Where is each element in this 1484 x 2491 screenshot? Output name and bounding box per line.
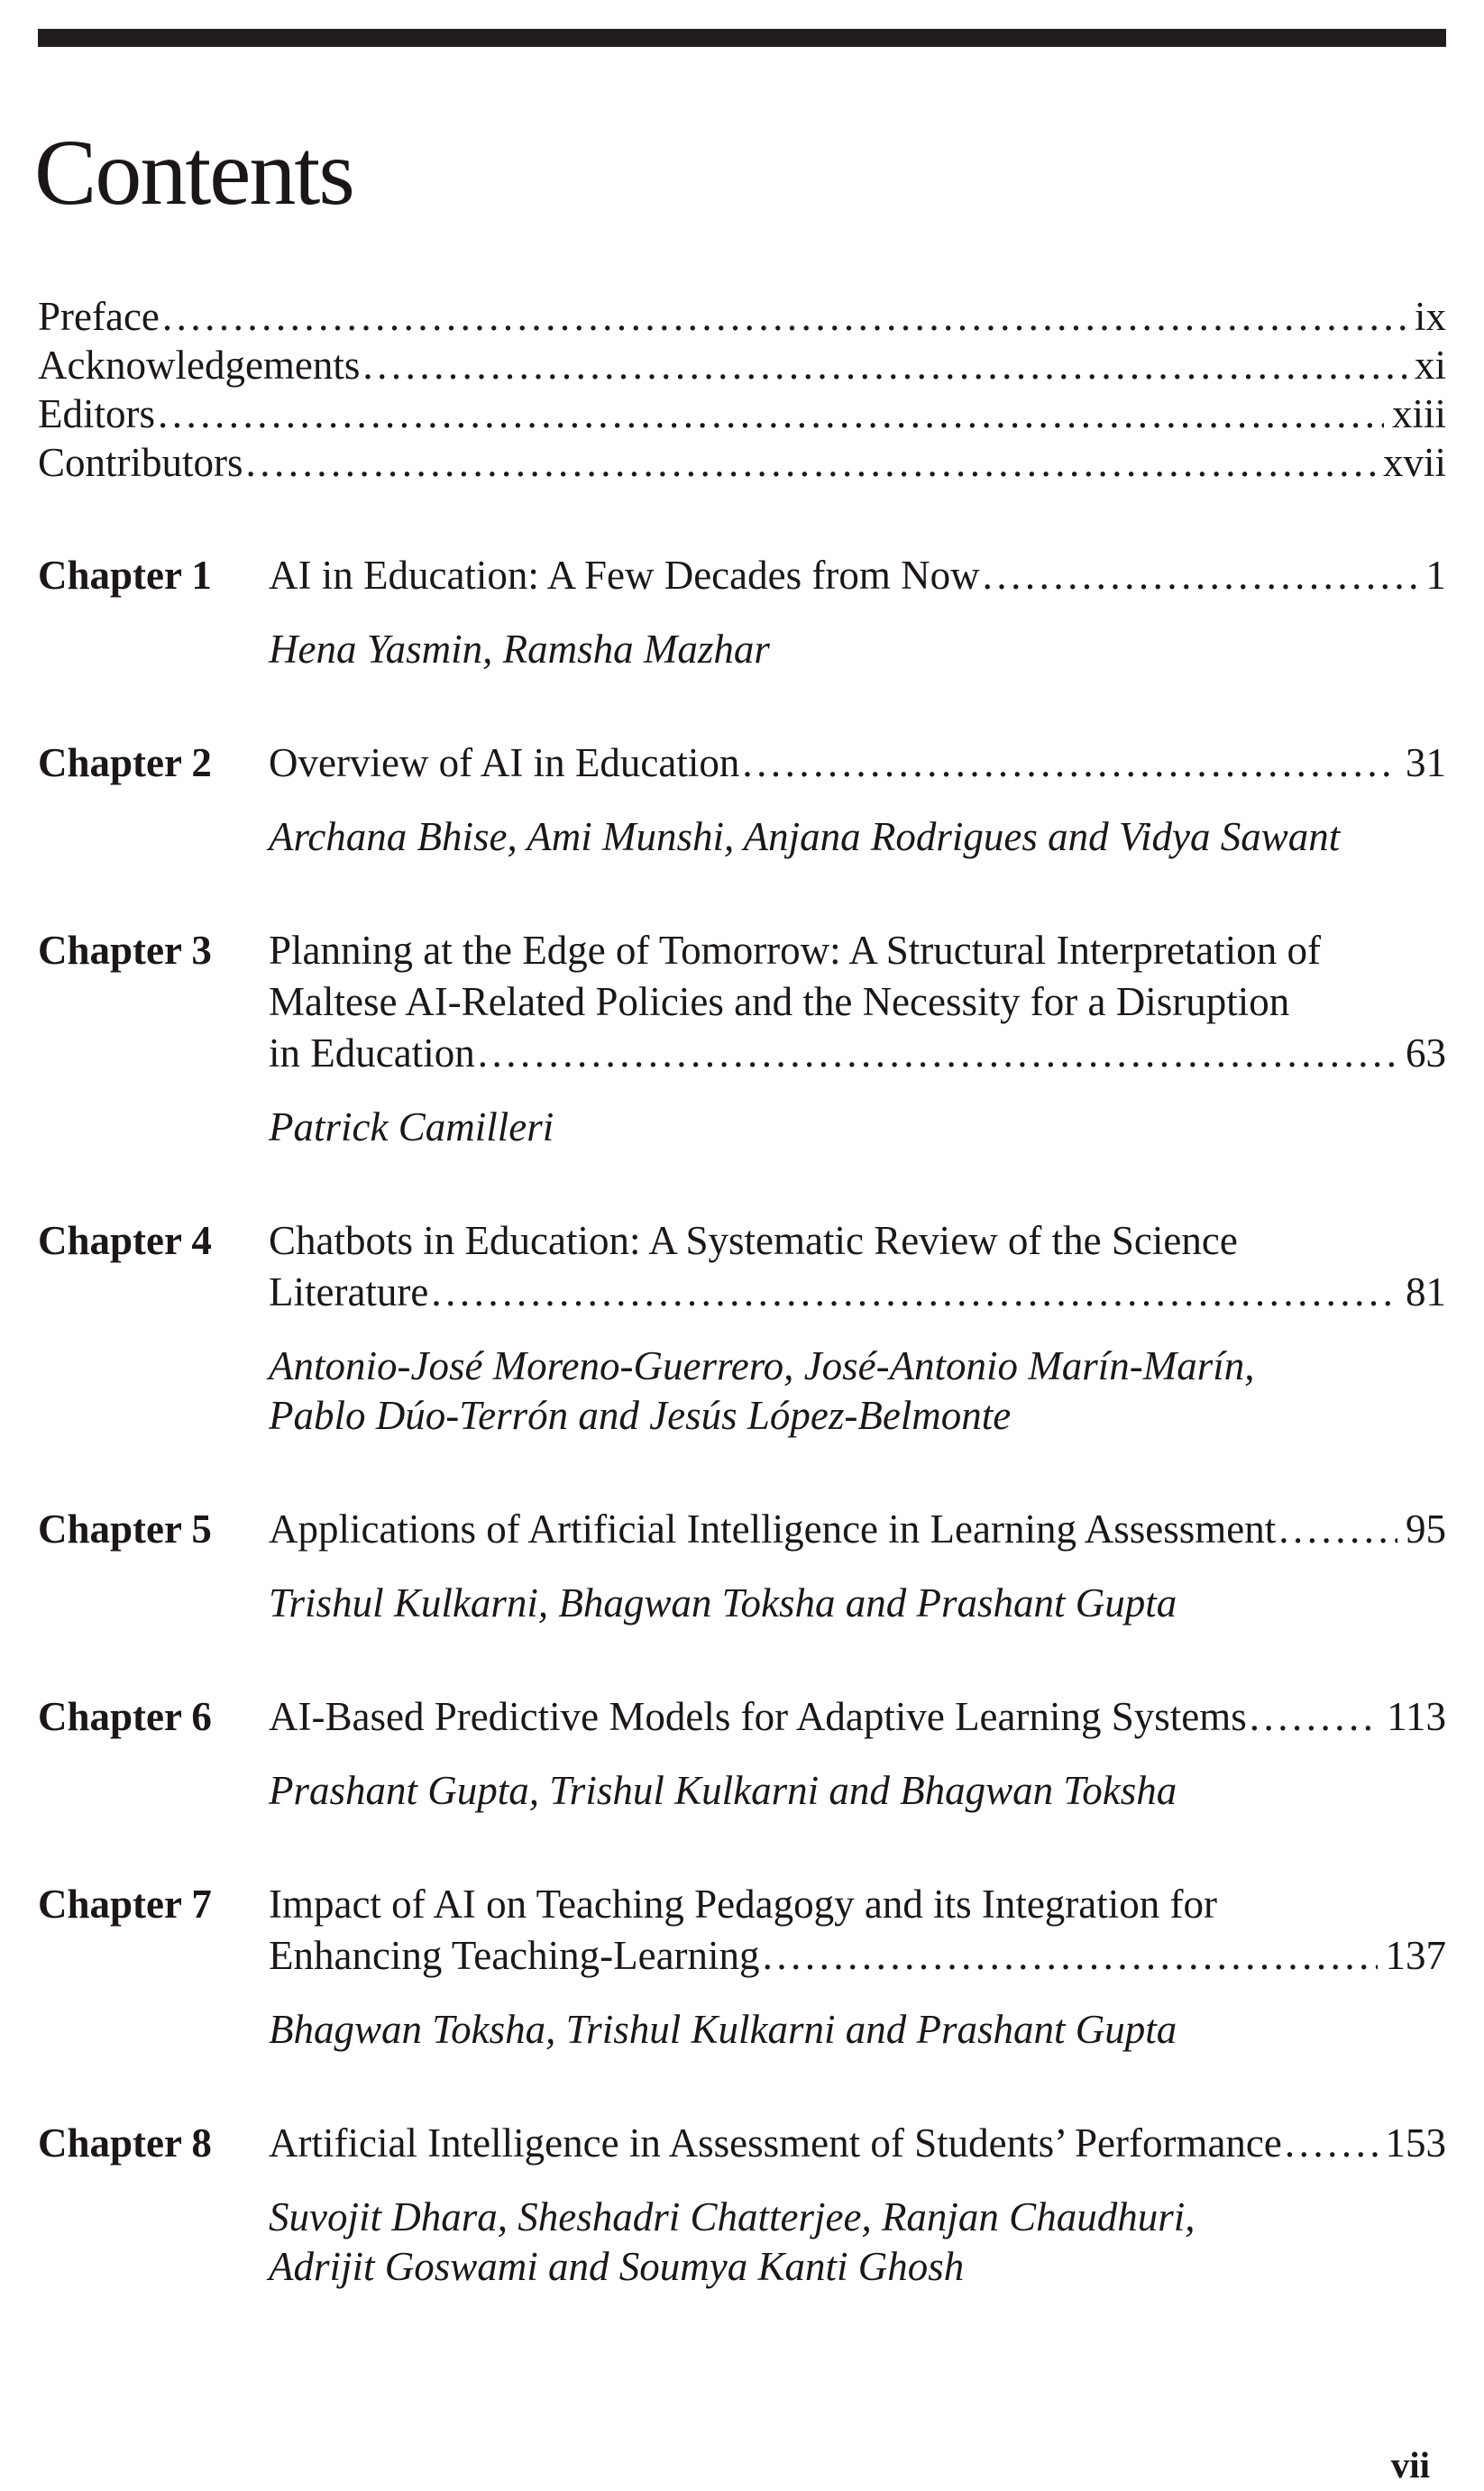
chapter-title-line — [269, 1930, 1446, 1982]
chapter-title-line — [269, 2118, 1446, 2169]
front-matter-entry-preface — [38, 292, 1446, 341]
dot-leader — [763, 1930, 1378, 1982]
chapter-title-line — [269, 1267, 1446, 1318]
entry-page-number: xvii — [1382, 440, 1446, 485]
chapter-title-line: Chatbots in Education: A Systematic Review of the Science — [269, 1218, 1238, 1263]
dot-leader — [162, 292, 1406, 341]
front-matter-entry-editors — [38, 389, 1446, 438]
author-line: Bhagwan Toksha, Trishul Kulkarni and Prashant Gupta — [269, 2007, 1177, 2052]
chapter-body — [269, 1504, 1446, 1628]
front-matter-entry-acknowledgements — [38, 341, 1446, 389]
front-matter-list — [38, 292, 1446, 487]
dot-leader — [983, 550, 1418, 601]
chapter-title-line: Maltese AI-Related Policies and the Necessity for a Disruption — [269, 979, 1290, 1024]
page-title: Contents — [34, 121, 353, 224]
chapter-title: in Education — [269, 1030, 475, 1076]
page-folio: vii — [1390, 2444, 1430, 2486]
chapter-authors — [269, 1579, 1446, 1628]
author-line: Adrijit Goswami and Soumya Kanti Ghosh — [269, 2244, 965, 2289]
dot-leader — [478, 1028, 1397, 1079]
chapter-title-line — [269, 1691, 1446, 1743]
chapter-title: Overview of AI in Education — [269, 740, 740, 785]
chapter-body — [269, 925, 1446, 1152]
author-line: Patrick Camilleri — [269, 1104, 554, 1149]
chapter-label: Chapter 6 — [38, 1694, 212, 1739]
chapter-title: Applications of Artificial Intelligence in Learning Assessment — [269, 1507, 1277, 1552]
dot-leader — [158, 389, 1384, 438]
chapter-title-line: Impact of AI on Teaching Pedagogy and its Integration for — [269, 1882, 1217, 1927]
dot-leader — [1278, 1504, 1397, 1555]
chapter-label: Chapter 7 — [38, 1882, 212, 1927]
chapter-title-line — [269, 1028, 1446, 1079]
chapter-title-line — [269, 737, 1446, 789]
chapter-label: Chapter 3 — [38, 928, 212, 973]
entry-title: Contributors — [38, 440, 243, 485]
chapter-label: Chapter 1 — [38, 553, 212, 598]
chapter-page-number: 63 — [1406, 1030, 1446, 1076]
author-line: Trishul Kulkarni, Bhagwan Toksha and Prashant Gupta — [269, 1580, 1177, 1626]
entry-page-number: xiii — [1391, 391, 1446, 436]
chapter-title: Literature — [269, 1269, 429, 1314]
chapter-authors — [269, 1103, 1446, 1152]
author-line: Prashant Gupta, Trishul Kulkarni and Bhagwan Toksha — [269, 1768, 1177, 1813]
chapter-authors — [269, 2193, 1446, 2292]
chapter-authors — [269, 1766, 1446, 1816]
chapter-label: Chapter 2 — [38, 740, 212, 785]
chapter-page-number: 153 — [1385, 2120, 1446, 2166]
chapter-page-number: 137 — [1385, 1933, 1446, 1978]
chapter-body — [269, 1215, 1446, 1441]
chapter-body — [269, 550, 1446, 674]
chapter-body — [269, 1691, 1446, 1816]
chapter-authors — [269, 812, 1446, 862]
dot-leader — [742, 737, 1397, 789]
chapter-page-number: 95 — [1406, 1507, 1446, 1552]
chapter-label: Chapter 4 — [38, 1218, 212, 1263]
chapter-label: Chapter 8 — [38, 2120, 212, 2166]
chapter-entry-4 — [38, 1215, 1446, 1441]
entry-title: Preface — [38, 294, 160, 339]
author-line: Archana Bhise, Ami Munshi, Anjana Rodrigues and Vidya Sawant — [269, 814, 1341, 859]
chapter-label: Chapter 5 — [38, 1507, 212, 1552]
chapter-page-number: 1 — [1425, 553, 1446, 598]
chapter-entry-7 — [38, 1879, 1446, 2055]
chapter-page-number: 31 — [1406, 740, 1446, 785]
dot-leader — [362, 341, 1406, 389]
chapter-entry-2 — [38, 737, 1446, 862]
author-line: Hena Yasmin, Ramsha Mazhar — [269, 627, 770, 672]
chapter-title: AI-Based Predictive Models for Adaptive Learning Systems — [269, 1694, 1247, 1739]
chapter-title-line — [269, 550, 1446, 601]
chapter-title-line — [269, 1504, 1446, 1555]
author-line: Pablo Dúo-Terrón and Jesús López-Belmonte — [269, 1393, 1012, 1438]
chapter-entry-1 — [38, 550, 1446, 674]
entry-page-number: ix — [1414, 294, 1446, 339]
front-matter-entry-contributors — [38, 438, 1446, 487]
chapter-title-line: Planning at the Edge of Tomorrow: A Structural Interpretation of — [269, 928, 1322, 973]
chapter-entry-8 — [38, 2118, 1446, 2292]
chapter-authors — [269, 2005, 1446, 2055]
dot-leader — [1285, 2118, 1378, 2169]
entry-page-number: xi — [1414, 343, 1446, 388]
author-line: Antonio-José Moreno-Guerrero, José-Antonio Marín-Marín, — [269, 1343, 1255, 1388]
dot-leader — [246, 438, 1375, 487]
entry-title: Editors — [38, 391, 155, 436]
chapter-authors — [269, 625, 1446, 674]
chapter-entry-5 — [38, 1504, 1446, 1628]
chapter-page-number: 81 — [1406, 1269, 1446, 1314]
dot-leader — [1250, 1691, 1379, 1743]
chapter-body — [269, 737, 1446, 862]
chapter-list — [38, 550, 1446, 2292]
entry-title: Acknowledgements — [38, 343, 361, 388]
top-rule — [38, 29, 1446, 47]
chapter-title: Enhancing Teaching-Learning — [269, 1933, 760, 1978]
chapter-page-number: 113 — [1387, 1694, 1446, 1739]
chapter-entry-3 — [38, 925, 1446, 1152]
chapter-entry-6 — [38, 1691, 1446, 1816]
chapter-title: AI in Education: A Few Decades from Now — [269, 553, 980, 598]
chapter-title: Artificial Intelligence in Assessment of Students’ Performance — [269, 2120, 1282, 2166]
author-line: Suvojit Dhara, Sheshadri Chatterjee, Ranjan Chaudhuri, — [269, 2194, 1195, 2239]
dot-leader — [431, 1267, 1397, 1318]
chapter-authors — [269, 1342, 1446, 1441]
chapter-body — [269, 2118, 1446, 2292]
chapter-body — [269, 1879, 1446, 2055]
